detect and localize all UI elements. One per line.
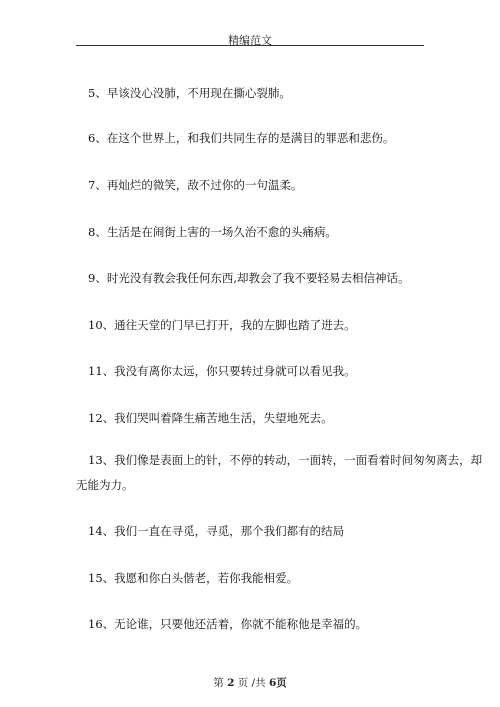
list-item-7: 7、再灿烂的微笑，敌不过你的一句温柔。 [88, 178, 303, 192]
list-item-9: 9、时光没有教会我任何东西,却教会了我不要轻易去相信神话。 [88, 271, 410, 285]
list-item-15: 15、我愿和你白头偕老，若你我能相爱。 [88, 571, 299, 585]
footer-page-number: 2 [227, 677, 235, 689]
page-header: 精编范文 [228, 34, 272, 47]
footer-total-pages: 6 [268, 677, 277, 689]
list-item-16: 16、无论谁，只要他还活着，你就不能称他是幸福的。 [88, 617, 368, 631]
footer-suffix: 页 [276, 677, 287, 689]
list-item-8: 8、生活是在闹街上害的一场久治不愈的头痛病。 [88, 225, 337, 239]
list-item-5: 5、早该没心没肺，不用现在撕心裂肺。 [88, 86, 291, 100]
page-footer [0, 676, 500, 690]
list-item-11: 11、我没有离你太远，你只要转过身就可以看见我。 [88, 364, 356, 378]
footer-prefix: 第 [213, 677, 224, 689]
list-item-10: 10、通往天堂的门早已打开，我的左脚也踏了进去。 [88, 318, 356, 332]
list-item-13-line1: 13、我们像是表面上的针，不停的转动，一面转，一面看着时间匆匆离去，却 [88, 453, 483, 467]
list-item-13-continuation: 无能为力。 [76, 478, 134, 492]
list-item-12: 12、我们哭叫着降生痛苦地生活，失望地死去。 [88, 411, 333, 425]
list-item-13 [88, 446, 483, 474]
footer-middle: 页 /共 [237, 677, 266, 689]
header-divider [76, 45, 424, 46]
list-item-14: 14、我们一直在寻觅，寻觅，那个我们都有的结局 [88, 524, 345, 538]
list-item-6: 6、在这个世界上，和我们共同生存的是满目的罪恶和悲伤。 [88, 131, 395, 145]
